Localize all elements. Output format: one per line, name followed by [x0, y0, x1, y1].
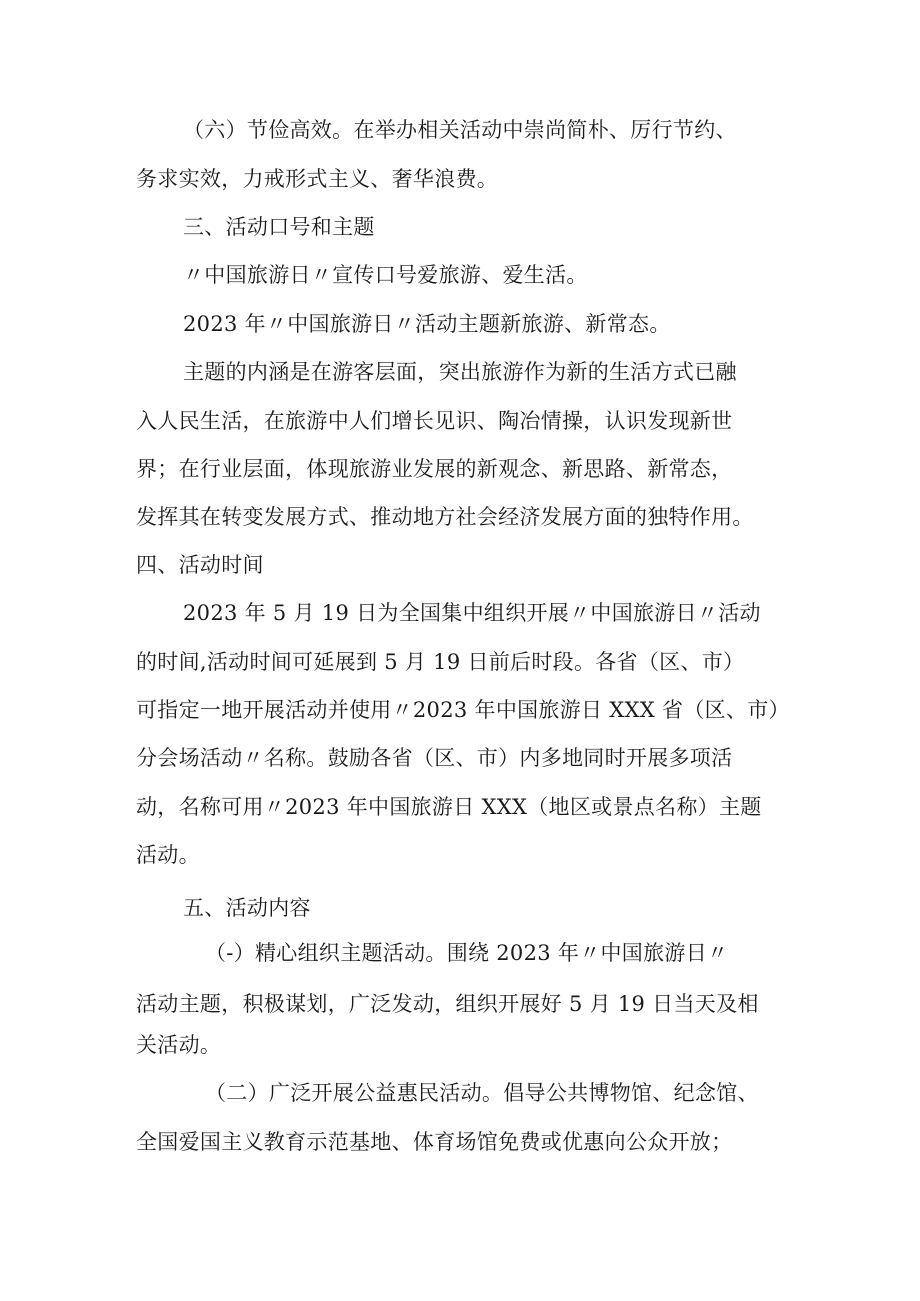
text-line: 入人民生活，在旅游中人们增长见识、陶冶情操，认识发现新世: [136, 409, 733, 433]
text-line: 界；在行业层面，体现旅游业发展的新观念、新思路、新常态，: [136, 457, 733, 481]
text-line: 分会场活动〃名称。鼓励各省（区、市）内多地同时开展多项活: [136, 746, 733, 770]
text-line: 务求实效，力戒形式主义、奢华浪费。: [136, 167, 499, 191]
text-line: 发挥其在转变发展方式、推动地方社会经济发展方面的独特作用。: [136, 505, 754, 529]
text-line: 动，名称可用〃2023 年中国旅游日 XXX（地区或景点名称）主题: [136, 795, 762, 819]
section-heading: 五、活动内容: [183, 896, 311, 920]
text-line: 可指定一地开展活动并使用〃2023 年中国旅游日 XXX 省（区、市）: [136, 698, 790, 722]
text-line: 关活动。: [136, 1033, 222, 1057]
text-line: 活动主题，积极谋划，广泛发动，组织开展好 5 月 19 日当天及相: [136, 992, 759, 1016]
text-line: 2023 年 5 月 19 日为全国集中组织开展〃中国旅游日〃活动: [183, 601, 761, 625]
text-line: （六）节俭高效。在举办相关活动中崇尚简朴、厉行节约、: [183, 118, 737, 142]
text-line: 全国爱国主义教育示范基地、体育场馆免费或优惠向公众开放；: [136, 1130, 733, 1154]
text-line: 主题的内涵是在游客层面，突出旅游作为新的生活方式已融: [183, 360, 737, 384]
text-line: 〃中国旅游日〃宣传口号爱旅游、爱生活。: [183, 263, 588, 287]
text-line: （二）广泛开展公益惠民活动。倡导公共博物馆、纪念馆、: [205, 1081, 759, 1105]
text-line: （-）精心组织主题活动。围绕 2023 年〃中国旅游日〃: [205, 941, 729, 965]
text-line: 的时间,活动时间可延展到 5 月 19 日前后时段。各省（区、市）: [136, 650, 745, 674]
text-line: 活动。: [136, 843, 200, 867]
text-line: 2023 年〃中国旅游日〃活动主题新旅游、新常态。: [183, 312, 671, 336]
section-heading: 三、活动口号和主题: [183, 215, 375, 239]
section-heading: 四、活动时间: [136, 553, 264, 577]
